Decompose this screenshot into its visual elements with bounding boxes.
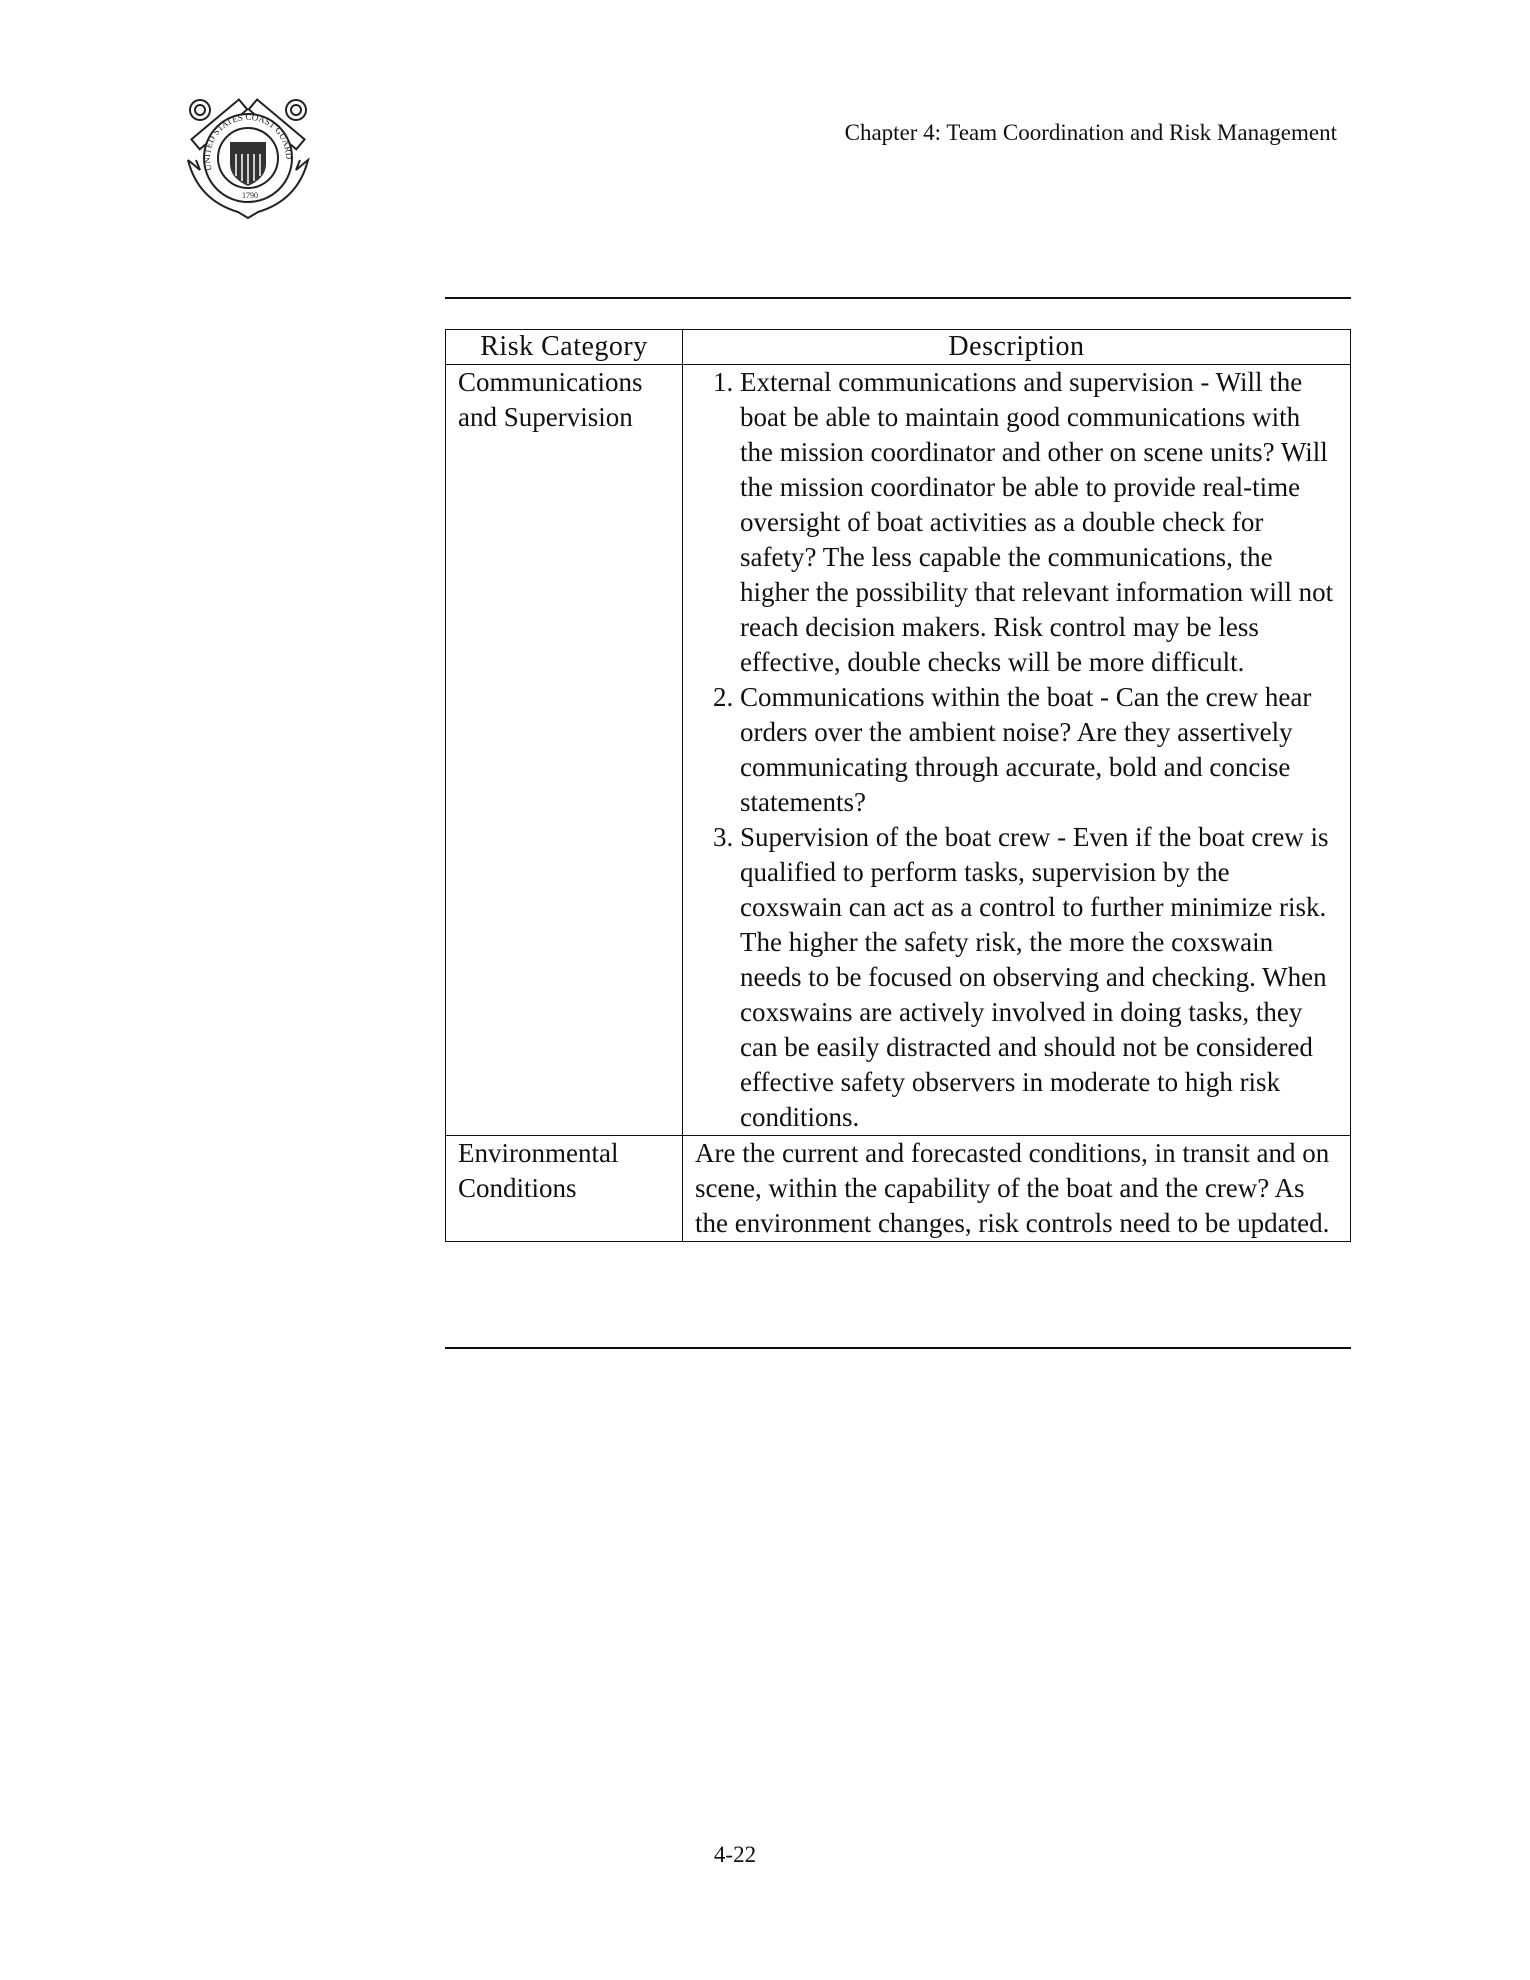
chapter-header: Chapter 4: Team Coordination and Risk Management bbox=[844, 120, 1337, 145]
table-row bbox=[446, 365, 1351, 1136]
list-item: 1. External communications and supervision - Will the boat be able to maintain good communications with the mission coordinator and other on scene units? Will the mission coordinator be able to provide real-time oversight of boat activities as a double check for safety? The less capable the communications, the higher the possibility that relevant information will not reach decision makers. Risk control may be less effective, double checks will be more difficult. bbox=[740, 365, 1338, 680]
column-header-description: Description bbox=[683, 330, 1351, 365]
risk-category-table bbox=[445, 329, 1351, 1242]
list-item: 3. Supervision of the boat crew - Even if the boat crew is qualified to perform tasks, supervision by the coxswain can act as a control to further minimize risk. The higher the safety risk, the more the coxswain needs to be focused on observing and checking. When coxswains are actively involved in doing tasks, they can be easily distracted and should not be considered effective safety observers in moderate to high risk conditions. bbox=[740, 820, 1338, 1135]
description-list bbox=[695, 365, 1338, 1135]
page-number: 4-22 bbox=[713, 1842, 757, 1867]
coast-guard-seal-logo bbox=[178, 90, 318, 222]
table-row bbox=[446, 1136, 1351, 1242]
table-header-row bbox=[446, 330, 1351, 365]
list-item: 2. Communications within the boat - Can the crew hear orders over the ambient noise? Are they assertively communicating through accurate, bold and concise statements? bbox=[740, 680, 1338, 820]
risk-category-cell: Environmental Conditions bbox=[446, 1136, 683, 1242]
top-rule bbox=[445, 297, 1351, 299]
risk-category-cell: Communications and Supervision bbox=[446, 365, 683, 1136]
description-cell: Are the current and forecasted conditions, in transit and on scene, within the capability of the boat and the crew? As the environment changes, risk controls need to be updated. bbox=[683, 1136, 1351, 1242]
column-header-risk-category: Risk Category bbox=[446, 330, 683, 365]
description-cell bbox=[683, 365, 1351, 1136]
svg-text:UNITED STATES COAST GUARD: UNITED STATES COAST GUARD bbox=[201, 111, 295, 173]
bottom-rule bbox=[445, 1347, 1351, 1349]
svg-text:1790: 1790 bbox=[242, 191, 258, 200]
